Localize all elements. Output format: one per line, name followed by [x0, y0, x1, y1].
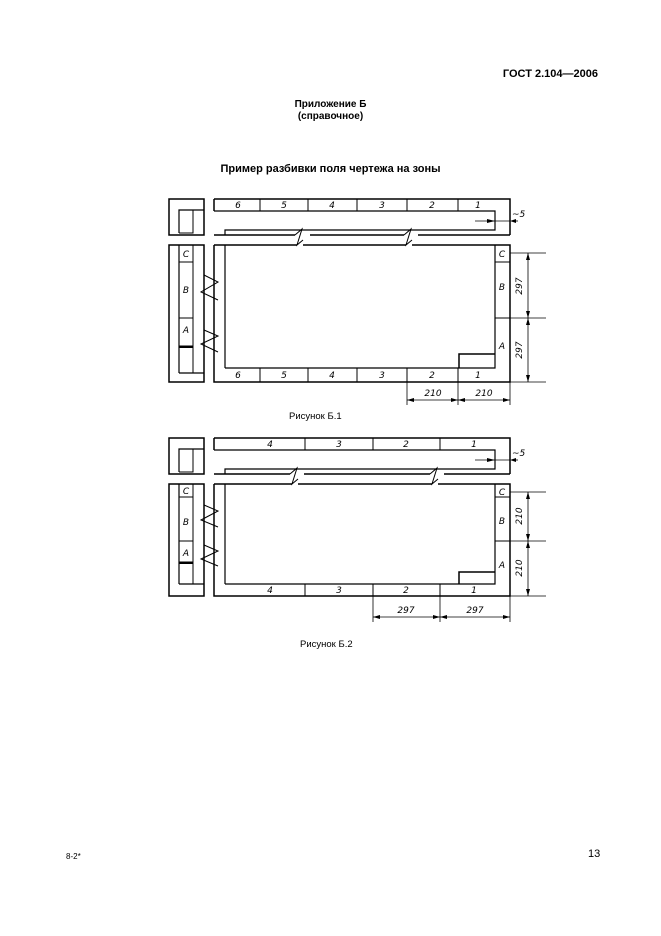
- fig2-right-row-label: B: [498, 517, 506, 527]
- fig2-left-row-label: C: [182, 487, 190, 497]
- fig1-bottom-zone-label: 2: [429, 371, 435, 381]
- figure-1-caption: Рисунок Б.1: [289, 411, 342, 422]
- fig2-left-row-label: B: [182, 518, 190, 528]
- fig2-corner-left-top: [169, 438, 204, 474]
- fig2-right-row-label: A: [498, 561, 506, 571]
- fig1-bottom-zone-label: 1: [475, 371, 481, 381]
- fig1-corner-left-top: [169, 199, 204, 235]
- fig1-left-row-label: C: [182, 250, 190, 260]
- fig2-height-dim: 210: [515, 559, 525, 577]
- fig2-margin-label: ~5: [512, 449, 526, 459]
- fig2-bottom-zone-label: 2: [403, 586, 409, 596]
- fig1-bottom-zone-label: 3: [379, 371, 385, 381]
- fig2-top-zone-label: 2: [403, 440, 409, 450]
- fig1-left-strip: [169, 245, 204, 382]
- fig1-left-row-label: A: [182, 326, 190, 336]
- fig2-width-dim: 297: [466, 606, 484, 616]
- fig1-width-dim: 210: [475, 389, 493, 399]
- figure-2-drawing: [169, 438, 546, 622]
- fig2-width-dim: 297: [397, 606, 415, 616]
- fig1-right-row-label: C: [498, 250, 506, 260]
- fig1-height-dim: 297: [515, 277, 525, 295]
- fig2-left-row-label: A: [182, 549, 190, 559]
- page-number: 13: [588, 848, 601, 860]
- appendix-subtitle: (справочное): [297, 111, 364, 122]
- section-title: Пример разбивки поля чертежа на зоны: [220, 163, 441, 175]
- fig2-top-zone-label: 3: [336, 440, 342, 450]
- fig2-height-dim: 210: [515, 507, 525, 525]
- fig1-top-zone-label: 2: [429, 201, 435, 211]
- fig2-top-zone-label: 1: [471, 440, 477, 450]
- fig1-top-zone-label: 5: [281, 201, 287, 211]
- fig1-right-row-label: B: [498, 283, 506, 293]
- fig2-bottom-zone-label: 4: [267, 586, 273, 596]
- fig1-top-zone-label: 4: [329, 201, 335, 211]
- fig1-right-row-label: A: [498, 342, 506, 352]
- fig2-top-zone-label: 4: [267, 440, 273, 450]
- fig2-bottom-zone-label: 3: [336, 586, 342, 596]
- signature-mark: 8-2*: [66, 852, 81, 861]
- fig1-top-zone-label: 3: [379, 201, 385, 211]
- appendix-title: Приложение Б: [294, 99, 367, 110]
- fig2-left-strip: [169, 484, 204, 596]
- fig2-bottom-zone-label: 1: [471, 586, 477, 596]
- fig1-margin-label: ~5: [512, 210, 526, 220]
- fig1-width-dim: 210: [424, 389, 442, 399]
- figure-1-drawing: [169, 199, 546, 405]
- fig1-bottom-zone-label: 4: [329, 371, 335, 381]
- standard-code: ГОСТ 2.104—2006: [502, 68, 598, 80]
- fig1-left-row-label: B: [182, 286, 190, 296]
- fig1-bottom-zone-label: 5: [281, 371, 287, 381]
- fig1-top-zone-label: 1: [475, 201, 481, 211]
- fig1-top-zone-label: 6: [235, 201, 241, 211]
- figure-1-labels: [182, 201, 526, 399]
- fig2-right-row-label: C: [498, 488, 506, 498]
- figure-2-caption: Рисунок Б.2: [300, 639, 353, 650]
- fig1-bottom-zone-label: 6: [235, 371, 241, 381]
- figure-2-labels: [182, 440, 526, 616]
- fig1-height-dim: 297: [515, 341, 525, 359]
